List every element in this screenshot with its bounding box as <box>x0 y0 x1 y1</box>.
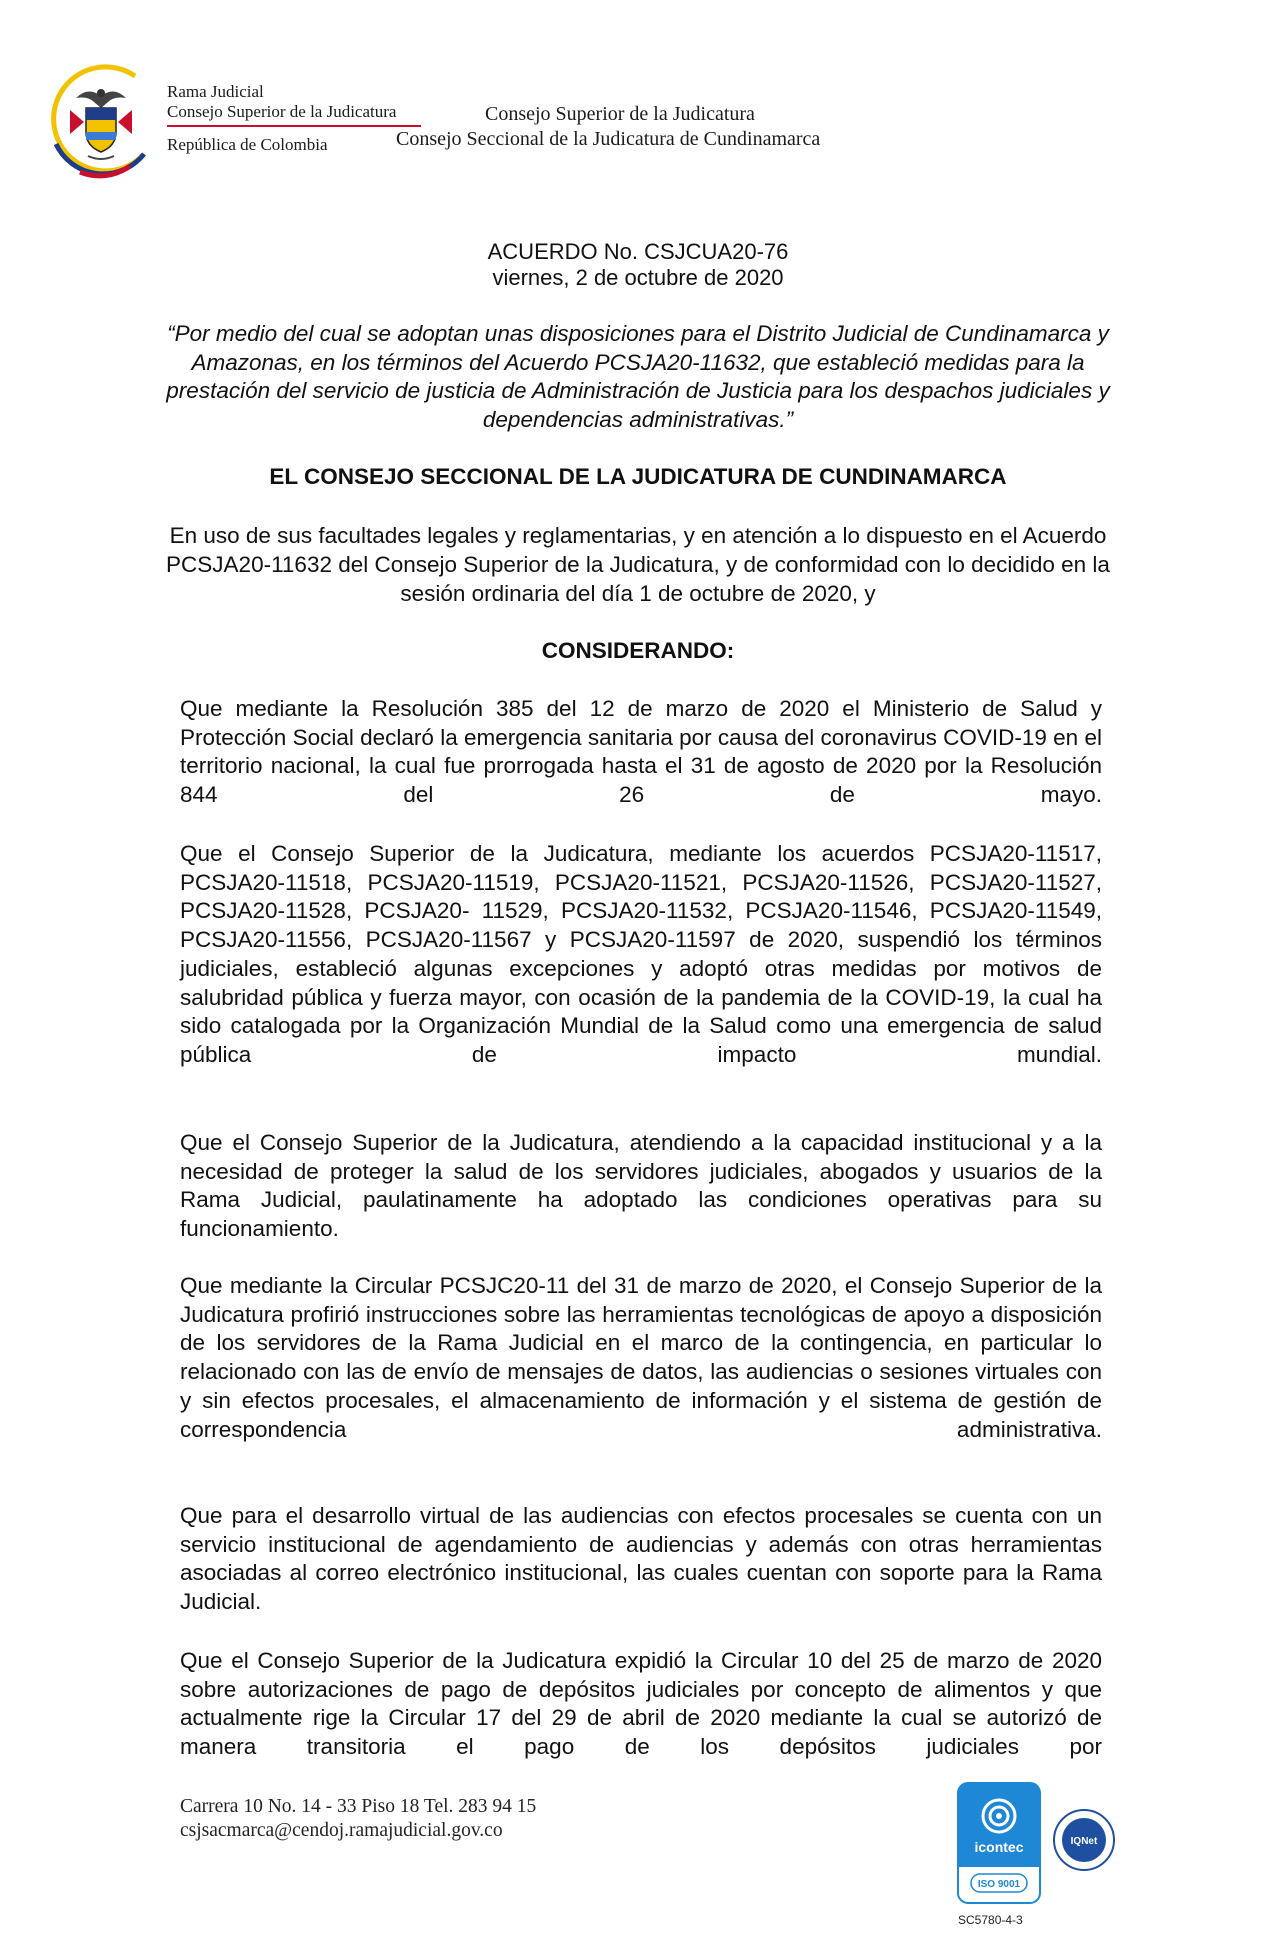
paragraph-capacidad-institucional: Que el Consejo Superior de la Judicatura, atendiendo a la capacidad institucional y a la necesidad de proteger la salud de los servidores judiciales, abogados y usuarios de la Rama Judicial, paulatinamente ha adoptado las condiciones operativas para su funcionamiento. <box>180 1130 1102 1242</box>
document-date: viernes, 2 de octubre de 2020 <box>492 265 784 290</box>
issuer-heading: EL CONSEJO SECCIONAL DE LA JUDICATURA DE CUNDINAMARCA <box>269 464 1007 489</box>
header-title-superior: Consejo Superior de la Judicatura <box>485 103 755 125</box>
org-country: República de Colombia <box>167 135 328 154</box>
org-name: Rama Judicial <box>167 82 264 101</box>
paragraph-resolucion-385: Que mediante la Resolución 385 del 12 de marzo de 2020 el Ministerio de Salud y Protección Social declaró la emergencia sanitaria por causa del coronavirus COVID-19 en el territorio nacional, la cual fue prorrogada hasta el 31 de agosto de 2020 por la Resolución 844 del 26 de mayo. <box>180 696 1102 808</box>
iqnet-certification-badge <box>1052 1808 1116 1872</box>
document-number: ACUERDO No. CSJCUA20-76 <box>487 239 789 264</box>
intro-paragraph: En uso de sus facultades legales y reglamentarias, y en atención a lo dispuesto en el Acuerdo PCSJA20-11632 del Consejo Superior de la Judicatura, y de conformidad con lo decidido en la sesión ordinaria del día 1 de octubre de 2020, y <box>166 523 1110 606</box>
paragraph-acuerdos-list: Que el Consejo Superior de la Judicatura, mediante los acuerdos PCSJA20-11517, PCSJA20-11518, PCSJA20-11519, PCSJA20-11521, PCSJA20-11526, PCSJA20-11527, PCSJA20-11528, PCSJA20- 11529, PCSJA20-11532, PCSJA20-11546, PCSJA20-11549, PCSJA20-11556, PCSJA20-11567 y PCSJA20-11597 de 2020, suspendió los términos judiciales, estableció algunas excepciones y adoptó otras medidas por motivos de salubridad pública y fuerza mayor, con ocasión de la pandemia de la COVID-19, la cual ha sido catalogada por la Organización Mundial de la Salud como una emergencia de salud pública de impacto mundial. <box>180 841 1102 1067</box>
institution-block <box>167 82 421 155</box>
considerando-heading: CONSIDERANDO: <box>541 638 735 663</box>
footer-email: csjsacmarca@cendoj.ramajudicial.gov.co <box>180 1820 503 1841</box>
paragraph-circular-pcsjc20-11: Que mediante la Circular PCSJC20-11 del 31 de marzo de 2020, el Consejo Superior de la Judicatura profirió instrucciones sobre las herramientas tecnológicas de apoyo a disposición de los servidores de la Rama Judicial en el marco de la contingencia, en particular lo relacionado con las de envío de mensajes de datos, las audiencias o sesiones virtuales con y sin efectos procesales, el almacenamiento de información y el sistema de gestión de correspondencia administrativa. <box>180 1273 1102 1442</box>
paragraph-audiencias-virtuales: Que para el desarrollo virtual de las audiencias con efectos procesales se cuenta con un servicio institucional de agendamiento de audiencias y además con otras herramientas asociadas al correo electrónico institucional, las cuales cuentan con soporte para la Rama Judicial. <box>180 1503 1102 1615</box>
header-title-seccional: Consejo Seccional de la Judicatura de Cundinamarca <box>396 128 821 150</box>
iso-label: ISO 9001 <box>977 1879 1021 1890</box>
icontec-label: icontec <box>974 1839 1024 1855</box>
footer-contact <box>180 1795 536 1843</box>
icontec-certification-badge <box>957 1782 1041 1904</box>
paragraph-circular-10: Que el Consejo Superior de la Judicatura expidió la Circular 10 del 25 de marzo de 2020 sobre autorizaciones de pago de depósitos judiciales por concepto de alimentos y que actualmente rige la Circular 17 del 29 de abril de 2020 mediante la cual se autorizó de manera transitoria el pago de los depósitos judiciales por <box>180 1648 1102 1760</box>
document-code: SC5780-4-3 <box>958 1913 1023 1927</box>
coat-of-arms-icon <box>40 62 162 182</box>
document-subject: “Por medio del cual se adoptan unas disposiciones para el Distrito Judicial de Cundinamarca y Amazonas, en los términos del Acuerdo PCSJA20-11632, que estableció medidas para la prestación del servicio de justicia de Administración de Justicia para los despachos judiciales y dependencias administrativas.” <box>166 321 1110 432</box>
org-council: Consejo Superior de la Judicatura <box>167 102 421 127</box>
iqnet-label: IQNet <box>1070 1836 1098 1847</box>
footer-address-line: Carrera 10 No. 14 - 33 Piso 18 Tel. 283 94 15 <box>180 1796 537 1817</box>
